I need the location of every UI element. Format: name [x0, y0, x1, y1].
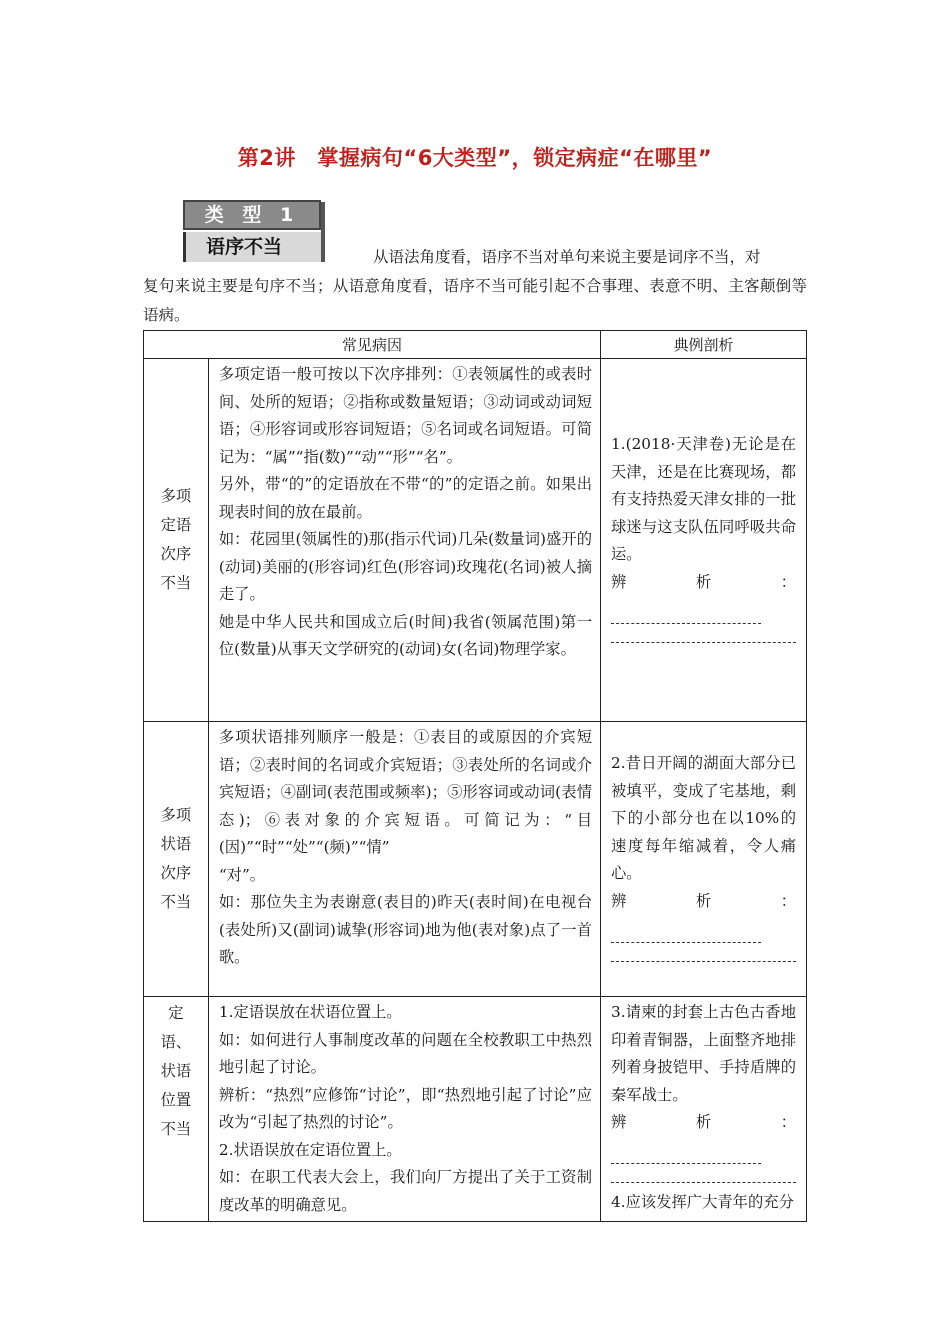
table-header-row — [144, 331, 807, 359]
intro-rest: 复句来说主要是句序不当；从语意角度看，语序不当可能引起不合事理、表意不明、主客颠倒等语病。 — [143, 277, 807, 324]
analysis-label: 辨析： — [611, 572, 796, 591]
analysis-line — [611, 1109, 796, 1164]
type-label-part: 次序 — [160, 545, 192, 563]
cause-paragraph: 如：如何进行人事制度改革的问题在全校教职工中热烈地引起了讨论。 — [218, 1030, 592, 1076]
cause-paragraph: 另外，带“的”的定语放在不带“的”的定语之前。如果出现表时间的放在最前。 — [218, 475, 592, 521]
type-label-part: 多项 — [160, 806, 192, 824]
cause-paragraph: 2.状语误放在定语位置上。 — [218, 1140, 402, 1159]
type-label-part: 定 — [168, 1004, 184, 1022]
cause-paragraph: 她是中华人民共和国成立后(时间)我省(领属范围)第一位(数量)从事天文学研究的(动词)女(名词)物理学家。 — [218, 612, 592, 658]
error-type-table — [143, 330, 807, 1222]
example-text: 4.应该发挥广大青年的充分 — [611, 1193, 794, 1211]
example-cell — [601, 722, 807, 997]
cause-paragraph: 如：那位失主为表谢意(表目的)昨天(表时间)在电视台(表处所)又(副词)诚挚(形容词)地为他(表对象)点了一首歌。 — [218, 893, 592, 966]
type-badge-name: 语序不当 — [183, 232, 321, 262]
example-cell — [601, 359, 807, 722]
analysis-line — [611, 569, 796, 624]
cause-paragraph: 辨析：“热烈”应修饰“讨论”，即“热烈地引起了讨论”应改为“引起了热烈的讨论”。 — [218, 1085, 592, 1131]
example-cell — [601, 997, 807, 1222]
type-label — [144, 997, 209, 1222]
answer-blank[interactable] — [611, 624, 796, 643]
cause-paragraph: 如：在职工代表大会上，我们向厂方提出了关于工资制度改革的明确意见。 — [218, 1168, 592, 1214]
header-cause: 常见病因 — [144, 331, 601, 359]
answer-blank[interactable] — [611, 926, 761, 943]
type-label-part: 位置 — [160, 1091, 192, 1109]
answer-blank[interactable] — [611, 943, 796, 962]
type-label-part: 次序 — [160, 864, 192, 882]
cause-paragraph: “对”。 — [218, 865, 266, 884]
header-example: 典例剖析 — [601, 331, 807, 359]
type-label-part: 状语 — [160, 1062, 192, 1080]
cause-paragraph: 如：花园里(领属性的)那(指示代词)几朵(数量词)盛开的(动词)美丽的(形容词)红色(形容词)玫瑰花(名词)被人摘走了。 — [218, 530, 592, 603]
type-label-part: 不当 — [160, 893, 192, 911]
type-label — [144, 359, 209, 722]
answer-blank[interactable] — [611, 1164, 796, 1183]
type-label-part: 不当 — [160, 574, 192, 592]
analysis-label: 辨析： — [611, 891, 796, 910]
type-label-part: 语、 — [160, 1033, 192, 1051]
cause-cell — [208, 997, 600, 1222]
example-text: 3.请柬的封套上古色古香地印着青铜器，上面整齐地排列着身披铠甲、手持盾牌的秦军战士。 — [611, 1003, 796, 1104]
intro-paragraph — [143, 243, 807, 330]
cause-cell — [208, 722, 600, 997]
table-row — [144, 722, 807, 997]
answer-blank[interactable] — [611, 1147, 761, 1164]
cause-paragraph: 1.定语误放在状语位置上。 — [218, 1003, 402, 1021]
type-label-part: 不当 — [160, 1120, 192, 1138]
type-label-part: 多项 — [160, 487, 192, 505]
table-row — [144, 997, 807, 1222]
table-row — [144, 359, 807, 722]
type-label-part: 定语 — [160, 516, 192, 534]
analysis-line — [611, 888, 796, 943]
intro-line-1: 从语法角度看，语序不当对单句来说主要是词序不当，对 — [373, 248, 761, 266]
cause-paragraph: 多项状语排列顺序一般是：①表目的或原因的介宾短语；②表时间的名词或介宾短语；③表处所的名词或介宾短语；④副词(表范围或频率)；⑤形容词或动词(表情态)；⑥表对象的介宾短语。可简记为：“目(因)”“时”“处”“(频)”“情” — [218, 728, 592, 856]
example-text: 2.昔日开阔的湖面大部分已被填平，变成了宅基地，剩下的小部分也在以10%的速度每年缩减着，令人痛心。 — [611, 754, 796, 883]
type-label-part: 状语 — [160, 835, 192, 853]
answer-blank[interactable] — [611, 607, 761, 624]
analysis-label: 辨析： — [611, 1113, 796, 1131]
cause-paragraph: 多项定语一般可按以下次序排列：①表领属性的或表时间、处所的短语；②指称或数量短语；③动词或动词短语；④形容词或形容词短语；⑤名词或名词短语。可简记为：“属”“指(数)”“动”“形”“名”。 — [218, 365, 592, 466]
cause-cell — [208, 359, 600, 722]
type-label — [144, 722, 209, 997]
lesson-title: 第2讲 掌握病句“6大类型”，锁定病症“在哪里” — [237, 146, 713, 170]
example-text: 1.(2018·天津卷)无论是在天津，还是在比赛现场，都有支持热爱天津女排的一批球迷与这支队伍同呼吸共命运。 — [611, 435, 796, 564]
type-badge-number: 类 型 1 — [183, 200, 321, 230]
